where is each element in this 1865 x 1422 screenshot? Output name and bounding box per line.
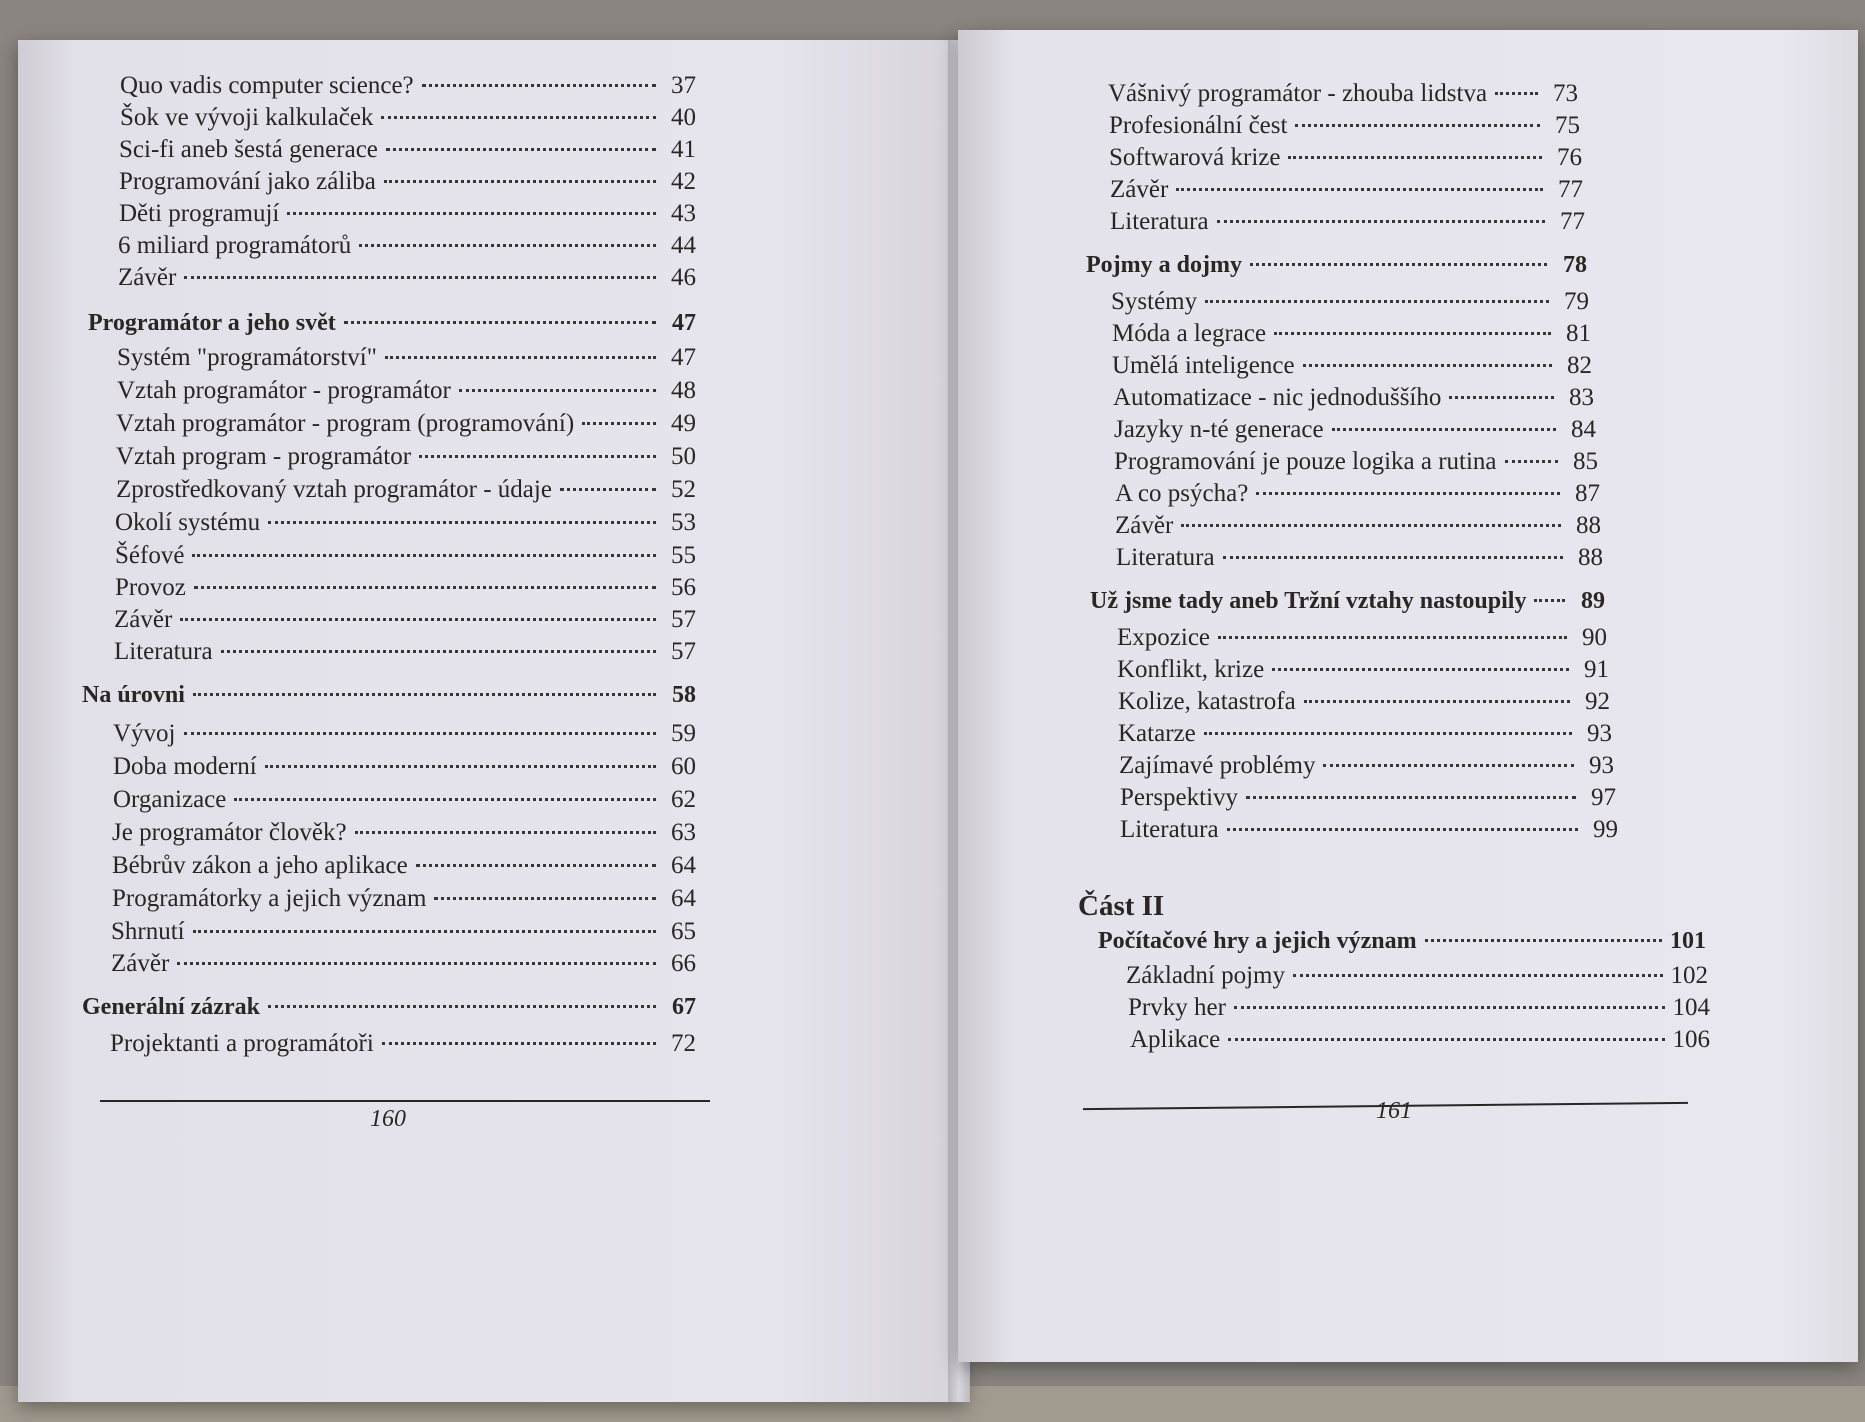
dot-leader [1223, 556, 1563, 559]
dot-leader [381, 116, 656, 119]
left-page-number: 160 [370, 1106, 406, 1132]
toc-section-entry [1112, 320, 1591, 348]
dot-leader [1218, 636, 1567, 639]
dot-leader [184, 732, 657, 735]
dot-leader [459, 389, 656, 392]
toc-entry-title: Už jsme tady aneb Tržní vztahy nastoupily [1090, 588, 1527, 614]
toc-entry-title: Sci-fi aneb šestá generace [119, 136, 378, 163]
dot-leader [416, 864, 656, 867]
toc-section-entry [115, 574, 696, 602]
toc-entry-page: 47 [671, 344, 696, 371]
dot-leader [1256, 492, 1560, 495]
toc-entry-title: Počítačové hry a jejich význam [1098, 928, 1417, 954]
toc-section-entry [1119, 752, 1614, 780]
toc-entry-title: Vztah program - programátor [116, 443, 412, 470]
toc-section-entry [118, 264, 696, 292]
toc-entry-title: Doba moderní [113, 753, 257, 780]
toc-entry-page: 47 [672, 310, 696, 336]
toc-entry-page: 57 [671, 638, 696, 665]
dot-leader [265, 765, 656, 768]
toc-entry-page: 93 [1587, 720, 1612, 747]
toc-entry-page: 58 [672, 682, 696, 708]
dot-leader [422, 84, 656, 87]
toc-section-entry [1113, 384, 1594, 412]
toc-section-entry [1111, 288, 1589, 316]
dot-leader [221, 650, 656, 653]
dot-leader [194, 586, 656, 589]
toc-section-entry [110, 1030, 696, 1058]
dot-leader [234, 798, 656, 801]
toc-entry-page: 97 [1591, 784, 1616, 811]
right-page-number: 161 [1376, 1098, 1412, 1124]
toc-section-entry [120, 72, 696, 100]
toc-entry-page: 55 [671, 542, 696, 569]
toc-entry-title: Automatizace - nic jednoduššího [1113, 384, 1442, 411]
toc-entry-page: 64 [671, 885, 696, 912]
toc-entry-title: Základní pojmy [1126, 962, 1285, 989]
toc-entry-title: Pojmy a dojmy [1086, 252, 1242, 278]
toc-entry-title: Kolize, katastrofa [1118, 688, 1296, 715]
toc-entry-page: 82 [1567, 352, 1592, 379]
toc-section-entry [112, 885, 696, 913]
dot-leader [560, 488, 656, 491]
toc-entry-title: Zprostředkovaný vztah programátor - údaje [116, 476, 552, 503]
toc-chapter-entry [82, 994, 696, 1021]
toc-entry-page: 93 [1589, 752, 1614, 779]
dot-leader [1205, 300, 1549, 303]
toc-section-entry [118, 232, 696, 260]
toc-entry-title: Katarze [1118, 720, 1196, 747]
toc-chapter-entry [1098, 928, 1706, 955]
toc-entry-title: Projektanti a programátoři [110, 1030, 374, 1057]
toc-section-entry [111, 950, 696, 978]
toc-entry-title: Shrnutí [111, 918, 185, 945]
toc-entry-title: Literatura [1116, 544, 1215, 571]
toc-entry-page: 85 [1573, 448, 1598, 475]
toc-entry-page: 46 [671, 264, 696, 291]
toc-entry-title: Umělá inteligence [1112, 352, 1295, 379]
toc-section-entry [116, 476, 696, 504]
toc-entry-page: 73 [1553, 80, 1578, 107]
toc-entry-title: Provoz [115, 574, 186, 601]
toc-entry-title: Generální zázrak [82, 994, 260, 1020]
toc-entry-title: Softwarová krize [1109, 144, 1281, 171]
toc-entry-page: 49 [671, 410, 696, 437]
toc-section-entry [1114, 448, 1598, 476]
toc-section-entry [119, 136, 696, 164]
dot-leader [180, 618, 656, 621]
toc-section-entry [1126, 962, 1708, 990]
dot-leader [359, 244, 656, 247]
toc-entry-page: 76 [1557, 144, 1582, 171]
toc-entry-title: Vztah programátor - program (programování) [116, 410, 575, 437]
dot-leader [1288, 156, 1542, 159]
right-page [958, 30, 1858, 1362]
toc-entry-page: 83 [1569, 384, 1594, 411]
dot-leader [192, 554, 656, 557]
dot-leader [1303, 364, 1552, 367]
dot-leader [1228, 1038, 1664, 1041]
toc-section-entry [113, 753, 696, 781]
toc-section-entry [1118, 720, 1612, 748]
toc-entry-page: 84 [1571, 416, 1596, 443]
toc-section-entry [112, 852, 696, 880]
toc-entry-page: 89 [1581, 588, 1605, 614]
toc-entry-title: Závěr [114, 606, 173, 633]
dot-leader [1495, 92, 1538, 95]
toc-chapter-entry [1090, 588, 1605, 615]
toc-entry-title: Jazyky n-té generace [1114, 416, 1324, 443]
toc-section-entry [1130, 1026, 1710, 1054]
dot-leader [419, 455, 656, 458]
dot-leader [1304, 700, 1570, 703]
dot-leader [355, 831, 656, 834]
toc-entry-title: Programování je pouze logika a rutina [1114, 448, 1497, 475]
toc-entry-page: 57 [671, 606, 696, 633]
toc-section-entry [119, 168, 696, 196]
toc-entry-page: 91 [1584, 656, 1609, 683]
toc-section-entry [116, 443, 696, 471]
dot-leader [1274, 332, 1551, 335]
toc-entry-page: 62 [671, 786, 696, 813]
toc-entry-page: 67 [672, 994, 696, 1020]
toc-section-entry [1115, 512, 1601, 540]
toc-entry-title: Vývoj [113, 720, 176, 747]
toc-entry-title: Programátorky a jejich význam [112, 885, 427, 912]
toc-entry-title: Na úrovni [82, 682, 185, 708]
dot-leader [1293, 974, 1663, 977]
toc-section-entry [1120, 816, 1618, 844]
toc-entry-page: 50 [671, 443, 696, 470]
toc-entry-title: Literatura [1110, 208, 1209, 235]
toc-entry-page: 75 [1555, 112, 1580, 139]
dot-leader [1425, 939, 1662, 942]
dot-leader [177, 962, 656, 965]
toc-entry-title: Perspektivy [1120, 784, 1239, 811]
dot-leader [193, 693, 656, 696]
toc-entry-title: Bébrův zákon a jeho aplikace [112, 852, 408, 879]
dot-leader [1332, 428, 1556, 431]
toc-entry-title: Závěr [1115, 512, 1174, 539]
toc-entry-title: Vášnivý programátor - zhouba lidstva [1108, 80, 1488, 107]
dot-leader [1204, 732, 1572, 735]
toc-entry-title: Šéfové [115, 542, 185, 569]
dot-leader [382, 1042, 656, 1045]
toc-entry-title: Literatura [114, 638, 213, 665]
dot-leader [1534, 599, 1565, 602]
toc-entry-title: Programování jako záliba [119, 168, 376, 195]
dot-leader [1272, 668, 1569, 671]
toc-section-entry [1108, 80, 1578, 108]
dot-leader [1295, 124, 1540, 127]
left-page [18, 40, 966, 1402]
dot-leader [1246, 796, 1576, 799]
toc-section-entry [115, 509, 696, 537]
dot-leader [384, 180, 656, 183]
toc-entry-page: 99 [1593, 816, 1618, 843]
toc-entry-title: Děti programují [119, 200, 280, 227]
dot-leader [287, 212, 656, 215]
toc-entry-title: Prvky her [1128, 994, 1226, 1021]
toc-chapter-entry [88, 310, 696, 337]
toc-entry-title: Literatura [1120, 816, 1219, 843]
dot-leader [434, 897, 656, 900]
toc-entry-title: Systém "programátorství" [117, 344, 377, 371]
toc-entry-page: 77 [1560, 208, 1585, 235]
toc-section-entry [112, 819, 696, 847]
toc-section-entry [115, 542, 696, 570]
toc-entry-title: A co psýcha? [1115, 480, 1249, 507]
toc-entry-page: 65 [671, 918, 696, 945]
toc-entry-page: 43 [671, 200, 696, 227]
toc-section-entry [1114, 416, 1596, 444]
left-footer-rule [100, 1100, 710, 1102]
toc-entry-page: 102 [1670, 962, 1708, 989]
toc-section-entry [1115, 480, 1600, 508]
toc-entry-title: Systémy [1111, 288, 1198, 315]
dot-leader [193, 930, 656, 933]
toc-entry-title: Okolí systému [115, 509, 261, 536]
toc-entry-page: 53 [671, 509, 696, 536]
toc-entry-title: Quo vadis computer science? [120, 72, 414, 99]
toc-entry-title: Programátor a jeho svět [88, 310, 336, 336]
toc-entry-page: 37 [671, 72, 696, 99]
toc-section-entry [120, 104, 696, 132]
toc-section-entry [116, 410, 696, 438]
toc-section-entry [1118, 688, 1610, 716]
dot-leader [386, 148, 656, 151]
toc-section-entry [111, 918, 696, 946]
toc-section-entry [113, 720, 696, 748]
toc-chapter-entry [1086, 252, 1587, 279]
toc-entry-page: 104 [1672, 994, 1710, 1021]
toc-entry-title: Je programátor člověk? [112, 819, 347, 846]
dot-leader [1227, 828, 1578, 831]
toc-section-entry [114, 606, 696, 634]
toc-entry-page: 48 [671, 377, 696, 404]
toc-entry-page: 72 [671, 1030, 696, 1057]
dot-leader [582, 422, 656, 425]
dot-leader [1505, 460, 1558, 463]
toc-section-entry [1120, 784, 1616, 812]
toc-entry-page: 63 [671, 819, 696, 846]
toc-section-entry [1117, 656, 1609, 684]
toc-entry-page: 88 [1578, 544, 1603, 571]
toc-entry-title: Aplikace [1130, 1026, 1221, 1053]
toc-entry-page: 88 [1576, 512, 1601, 539]
toc-section-entry [117, 377, 696, 405]
dot-leader [1449, 396, 1554, 399]
toc-entry-page: 92 [1585, 688, 1610, 715]
toc-section-entry [1110, 176, 1583, 204]
dot-leader [184, 276, 656, 279]
toc-entry-title: Šok ve vývoji kalkulaček [120, 104, 374, 131]
toc-entry-page: 59 [671, 720, 696, 747]
toc-entry-page: 87 [1575, 480, 1600, 507]
toc-entry-page: 60 [671, 753, 696, 780]
dot-leader [385, 356, 656, 359]
toc-entry-page: 78 [1563, 252, 1587, 278]
toc-section-entry [1117, 624, 1607, 652]
toc-entry-page: 56 [671, 574, 696, 601]
toc-entry-title: Závěr [1110, 176, 1169, 203]
toc-entry-page: 66 [671, 950, 696, 977]
toc-entry-page: 81 [1566, 320, 1591, 347]
part-heading: Část II [1078, 890, 1165, 922]
toc-entry-title: Závěr [118, 264, 177, 291]
toc-entry-page: 77 [1558, 176, 1583, 203]
toc-entry-title: Profesionální čest [1109, 112, 1288, 139]
toc-entry-title: 6 miliard programátorů [118, 232, 352, 259]
toc-entry-page: 79 [1564, 288, 1589, 315]
dot-leader [268, 521, 656, 524]
toc-entry-page: 41 [671, 136, 696, 163]
toc-entry-title: Móda a legrace [1112, 320, 1267, 347]
toc-entry-page: 106 [1672, 1026, 1710, 1053]
dot-leader [1217, 220, 1545, 223]
toc-section-entry [1128, 994, 1710, 1022]
dot-leader [1234, 1006, 1665, 1009]
toc-entry-page: 42 [671, 168, 696, 195]
toc-section-entry [1109, 144, 1582, 172]
toc-entry-page: 64 [671, 852, 696, 879]
dot-leader [1181, 524, 1561, 527]
toc-chapter-entry [82, 682, 696, 709]
toc-entry-page: 40 [671, 104, 696, 131]
toc-entry-page: 101 [1670, 928, 1706, 954]
dot-leader [268, 1005, 656, 1008]
dot-leader [1323, 764, 1574, 767]
toc-section-entry [1116, 544, 1603, 572]
toc-entry-page: 52 [671, 476, 696, 503]
toc-section-entry [1110, 208, 1585, 236]
toc-entry-title: Organizace [113, 786, 227, 813]
toc-entry-title: Vztah programátor - programátor [117, 377, 451, 404]
toc-section-entry [1112, 352, 1592, 380]
toc-entry-page: 44 [671, 232, 696, 259]
toc-section-entry [113, 786, 696, 814]
toc-entry-page: 90 [1582, 624, 1607, 651]
dot-leader [344, 321, 656, 324]
toc-section-entry [114, 638, 696, 666]
toc-entry-title: Expozice [1117, 624, 1211, 651]
dot-leader [1176, 188, 1543, 191]
toc-section-entry [117, 344, 696, 372]
toc-entry-title: Závěr [111, 950, 170, 977]
toc-section-entry [1109, 112, 1580, 140]
toc-section-entry [119, 200, 696, 228]
toc-entry-title: Zajímavé problémy [1119, 752, 1316, 779]
dot-leader [1250, 263, 1547, 266]
toc-entry-title: Konflikt, krize [1117, 656, 1265, 683]
